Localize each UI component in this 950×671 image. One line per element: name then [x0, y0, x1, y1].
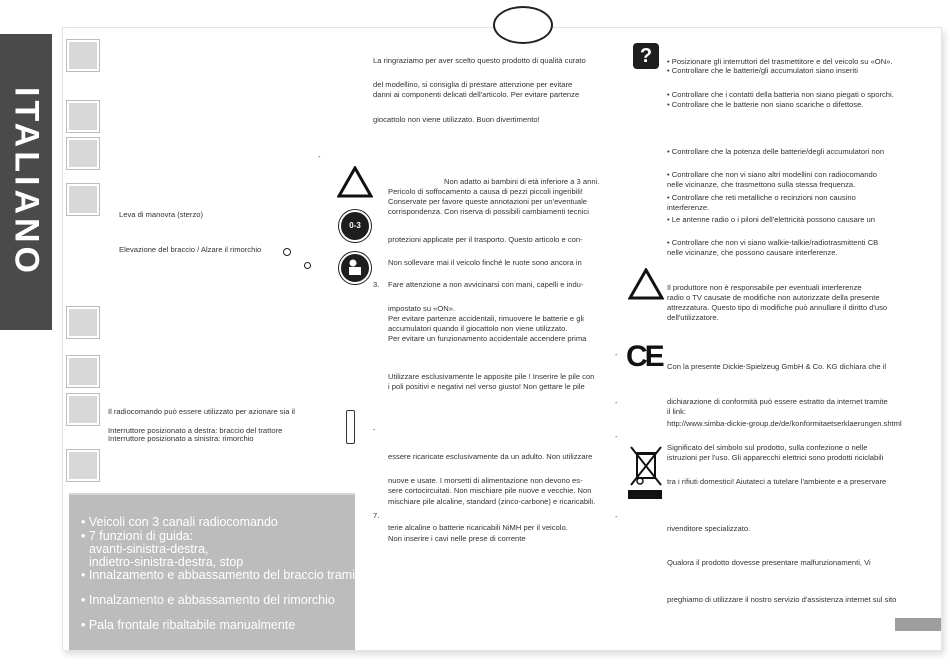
switch-right-text: Interruttore posizionato a destra: braccio del trattore: [108, 426, 283, 435]
warning-triangle-icon: [628, 268, 664, 300]
on-text: Per evitare un funzionamento accidentale accendere prima: [388, 334, 587, 343]
feature-item: • 7 funzioni di guida:: [81, 529, 194, 543]
feature-item: • Innalzamento e abbassamento del rimorchio: [81, 593, 335, 607]
check-item: • Controllare che non vi siano walkie-talkie/radiotrasmittenti CB: [667, 238, 879, 247]
declaration-url: http://www.simba-dickie-group.de/de/konformitaetserklaerungen.shtml: [667, 419, 902, 428]
declaration-text: il link:: [667, 407, 686, 416]
dash: -: [615, 512, 618, 521]
feature-item: • Veicoli con 3 canali radiocomando: [81, 515, 278, 529]
feature-item: indietro-sinistra-destra, stop: [89, 555, 244, 569]
feature-item: avanti-sinistra-destra,: [89, 542, 209, 556]
on-text: impostato su «ON».: [388, 304, 456, 313]
mix-text: nuove e usate. I morsetti di alimentazione non devono es-: [388, 476, 583, 485]
dash: -: [373, 425, 376, 434]
feature-item: • Innalzamento e abbassamento del braccio tramite: [81, 568, 366, 582]
feature-item: • Pala frontale ribaltabile manualmente: [81, 618, 296, 632]
mix-text: sere cortocircuitati. Non mischiare pile nuove e vecchie. Non: [388, 486, 592, 495]
image-placeholder-8: [66, 449, 100, 482]
declaration-text: Con la presente Dickie-Spielzeug GmbH & Co. KG dichiara che il: [667, 362, 887, 371]
check-item: • Le antenne radio o i piloni dell'elettricità possono causare un: [667, 215, 876, 224]
image-placeholder-5: [66, 306, 100, 339]
check-item: nelle vicinanze, che possono causare interferenze.: [667, 248, 838, 257]
lever-label: Leva di manovra (sterzo): [119, 210, 203, 219]
dash: -: [615, 398, 618, 407]
language-tab: [0, 34, 52, 330]
malfunction-text: Qualora il prodotto dovesse presentare malfunzionamenti, Vi: [667, 558, 871, 567]
advice-text: del modellino, si consiglia di prestare attenzione per evitare: [373, 80, 573, 89]
dash: -: [615, 432, 618, 441]
choke-text: corrispondenza. Con riserva di possibili cambiamenti tecnici: [388, 207, 589, 216]
warning-triangle-icon: [337, 166, 373, 198]
check-item: • Controllare che le batterie non siano scariche o difettose.: [667, 100, 864, 109]
arm-label: Elevazione del braccio / Alzare il rimorchio: [119, 245, 262, 254]
page-number-circle: [493, 6, 553, 44]
image-placeholder-3: [66, 137, 100, 170]
circle-icon: [304, 262, 311, 269]
circle-icon: [283, 248, 291, 256]
image-placeholder-7: [66, 393, 100, 426]
declaration-text: dichiarazione di conformità può essere estratto da internet tramite: [667, 397, 888, 406]
liability-text: attrezzatura. Questo tipo di modifiche può annullare il diritto d'uso: [667, 303, 888, 312]
weee-text: istruzioni per l'uso. Gli apparecchi elettrici sono prodotti riciclabili: [667, 453, 884, 462]
advice-text: danni ai componenti delicati dell'articolo. Per evitare partenze: [373, 90, 580, 99]
choke-text: Pericolo di soffocamento a causa di pezzi piccoli ingeribili!: [388, 187, 583, 196]
battery-text: Utilizzare esclusivamente le apposite pile ! Inserire le pile con: [388, 372, 595, 381]
weee-text: tra i rifiuti domestici! Aiutateci a tutelare l'ambiente e a preservare: [667, 477, 887, 486]
enjoy-text: giocattolo non viene utilizzato. Buon divertimento!: [373, 115, 540, 124]
no-small-children-icon: 0-3: [339, 210, 371, 242]
check-item: • Posizionare gli interruttori del trasmettitore e del veicolo su «ON».: [667, 57, 893, 66]
bin-bar: [628, 490, 662, 499]
protect-text: protezioni applicate per il trasporto. Questo articolo e con-: [388, 235, 583, 244]
image-placeholder-2: [66, 100, 100, 133]
cable-text: Non inserire i cavi nelle prese di corrente: [388, 534, 526, 543]
dealer-text: rivenditore specializzato.: [667, 524, 751, 533]
language-tab-label: ITALIANO: [7, 86, 46, 278]
liability-text: dell'utilizzatore.: [667, 313, 719, 322]
recharge-text: essere ricaricate esclusivamente da un adulto. Non utilizzare: [388, 452, 593, 461]
thanks-text: La ringraziamo per aver scelto questo prodotto di qualità curato: [373, 56, 586, 65]
on-text: accumulatori quando il giocattolo non viene utilizzato.: [388, 324, 568, 333]
image-placeholder-6: [66, 355, 100, 388]
liability-text: radio o TV causate de modifiche non autorizzate della presente: [667, 293, 880, 302]
service-text: preghiamo di utilizzare il nostro servizio d'assistenza internet sul sito: [667, 595, 897, 604]
age-warning: Non adatto ai bambini di età inferiore a 3 anni.: [444, 177, 600, 186]
battery-icon: [346, 410, 355, 444]
page-edge-strip: [895, 618, 941, 631]
liability-text: Il produttore non è responsabile per eventuali interferenze: [667, 283, 862, 292]
radio-text: Il radiocomando può essere utilizzato per azionare sia il: [108, 407, 295, 416]
lift-text: Non sollevare mai il veicolo finché le ruote sono ancora in: [388, 258, 582, 267]
image-placeholder-1: [66, 39, 100, 72]
hands-text: Fare attenzione a non avvicinarsi con mani, capelli e indu-: [388, 280, 584, 289]
check-item: • Controllare che i contatti della batteria non siano piegati o sporchi.: [667, 90, 894, 99]
check-item: • Controllare che non vi siano altri modellini con radiocomando: [667, 170, 877, 179]
dash: -: [615, 350, 618, 359]
weee-text: Significato del simbolo sul prodotto, sulla confezione o nelle: [667, 443, 868, 452]
help-icon: ?: [633, 43, 659, 69]
check-item: • Controllare che reti metalliche o recinzioni non causino: [667, 193, 856, 202]
ce-mark: CE: [626, 340, 662, 373]
check-item: nelle vicinanze, che trasmettono sulla stessa frequenza.: [667, 180, 856, 189]
image-placeholder-4: [66, 183, 100, 216]
check-item: interferenze.: [667, 203, 710, 212]
dash: -: [318, 152, 321, 161]
battery-text: i poli positivi e negativi nel verso giusto! Non gettare le pile: [388, 382, 585, 391]
switch-left-text: Interruttore posizionato a sinistra: rimorchio: [108, 434, 254, 443]
crossed-bin-icon: [628, 444, 664, 488]
read-manual-icon: [339, 252, 371, 284]
feature-box: [69, 493, 366, 650]
step-number: 7.: [373, 511, 380, 520]
on-text: Per evitare partenze accidentali, rimuovere le batterie e gli: [388, 314, 584, 323]
alkaline-text: terie alcaline o batterie ricaricabili NiMH per il veicolo.: [388, 523, 568, 532]
step-number: 3.: [373, 280, 380, 289]
choke-text: Conservate per favore queste annotazioni per un'eventuale: [388, 197, 588, 206]
check-item: • Controllare che le batterie/gli accumulatori siano inseriti: [667, 66, 858, 75]
mix-text: mischiare pile alcaline, standard (zinco-carbone) e ricaricabili.: [388, 497, 596, 506]
check-item: • Controllare che la potenza delle batterie/degli accumulatori non: [667, 147, 885, 156]
